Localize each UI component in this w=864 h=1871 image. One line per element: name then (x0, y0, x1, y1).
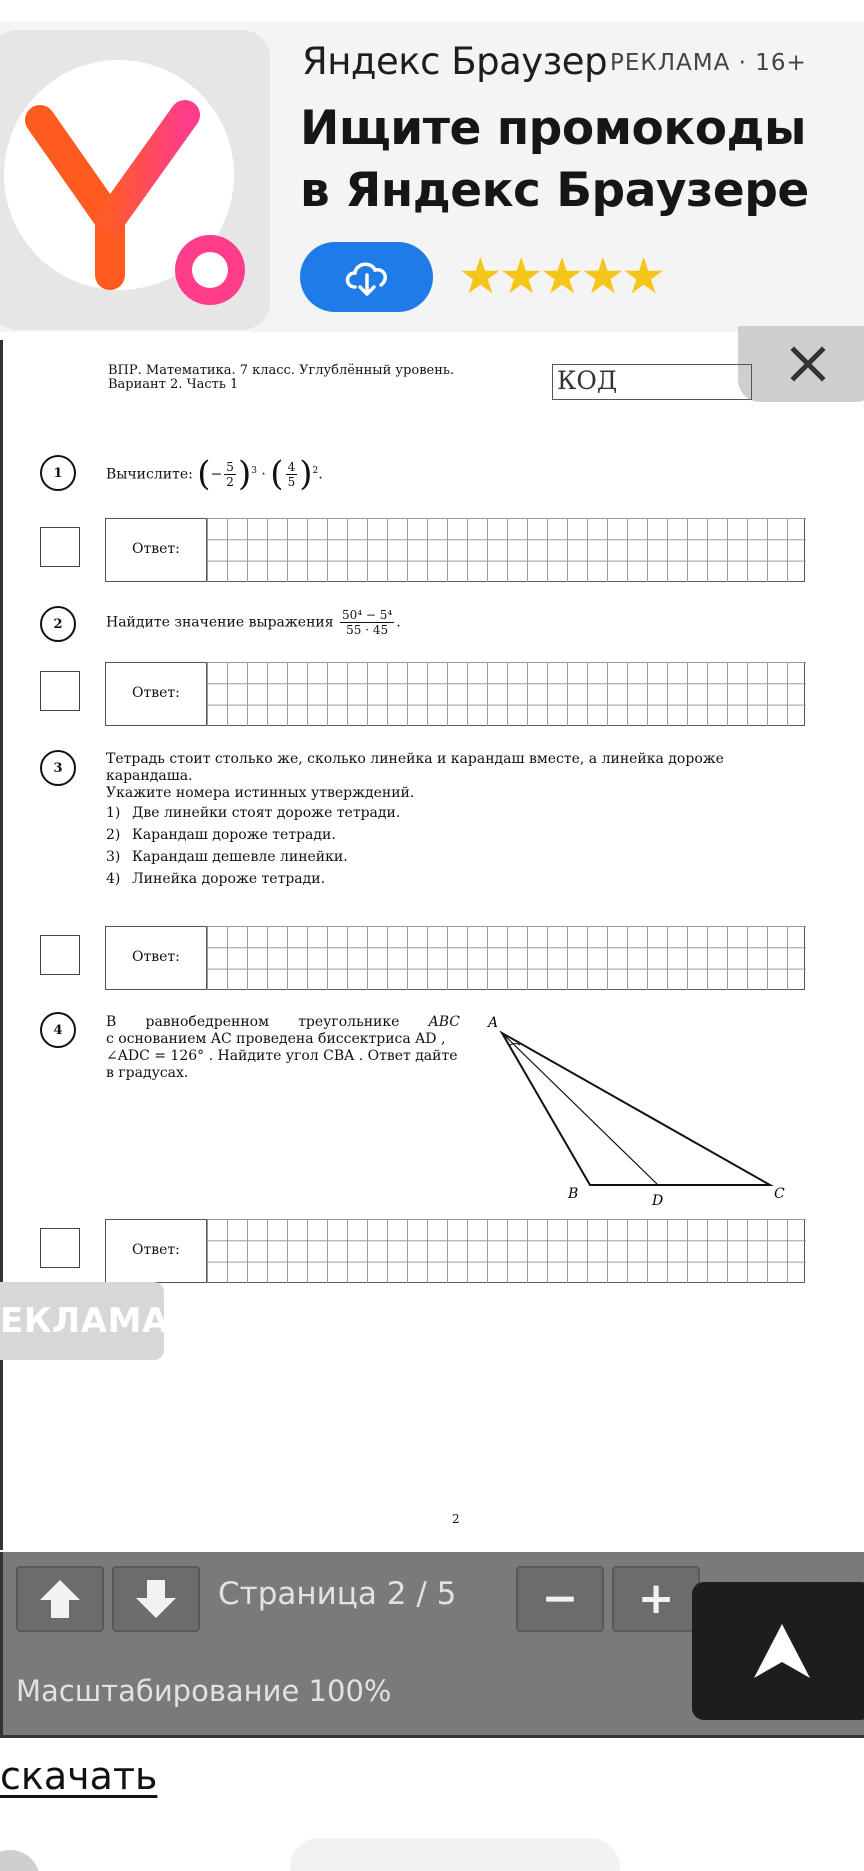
task-2-text: Найдите значение выражения $\frac{\text{50⁴ − 5⁴}}{55 \cdot 45}$ . (106, 608, 401, 637)
ad-banner[interactable] (0, 0, 864, 340)
answer-label: Ответ: (132, 685, 180, 701)
task-1-text: Вычислите: (− $\frac{5}{2}$ )$^3$ · ( $\frac{4}{5}$ )$^2$. (106, 454, 323, 494)
answer-label: Ответ: (132, 949, 180, 965)
triangle-diagram (480, 1005, 800, 1215)
minus-icon: − (541, 1573, 579, 1624)
task-3-text (106, 751, 806, 802)
option-3-number: 3) (106, 849, 121, 865)
task-4-word: треугольнике (298, 1014, 400, 1030)
task-2-fraction (340, 608, 394, 637)
option-1 (106, 802, 400, 824)
task-4-text-line-3: ∠ADC = 126° . Найдите угол CBA . Ответ дайте (106, 1048, 458, 1064)
option-4 (106, 868, 400, 890)
task-4-number: 4 (40, 1012, 76, 1048)
zoom-indicator: Масштабирование 100% (16, 1674, 392, 1708)
task-1-answer-box[interactable] (105, 518, 805, 582)
fraction-2-denominator: 5 (287, 475, 296, 489)
ad-download-button[interactable] (300, 242, 433, 312)
ad-headline (300, 98, 809, 222)
ad-rating-stars: ★★★★★ (458, 247, 663, 305)
fraction-1-numerator: 5 (226, 460, 234, 474)
ad-headline-line-1: Ищите промокоды (300, 101, 806, 156)
paren-close: ) (237, 454, 252, 494)
option-3-text: Карандаш дешевле линейки. (132, 849, 348, 865)
kod-field: КОД (552, 364, 752, 400)
page-indicator: Страница 2 / 5 (218, 1576, 457, 1612)
answer-label: Ответ: (132, 541, 180, 557)
ad-label-badge[interactable]: ЕКЛАМА (0, 1282, 164, 1360)
cloud-download-icon (341, 257, 393, 297)
yandex-browser-logo-icon (10, 70, 260, 320)
task-2-fraction-numerator: 50⁴ − 5⁴ (342, 608, 393, 622)
bottom-pill (290, 1838, 620, 1871)
arrow-up-icon (37, 1577, 83, 1621)
task-3-options (106, 802, 400, 890)
document-header-line-2: Вариант 2. Часть 1 (108, 377, 239, 392)
task-4-word: В (106, 1014, 117, 1030)
task-4-check-box[interactable] (40, 1228, 80, 1268)
task-2-prompt: Найдите значение выражения (106, 614, 334, 631)
option-2-text: Карандаш дороже тетради. (132, 827, 336, 843)
close-ad-button[interactable] (738, 326, 864, 402)
task-1-check-box[interactable] (40, 527, 80, 567)
task-4-word: ABC (428, 1014, 460, 1030)
point-label-d: D (652, 1193, 664, 1209)
vertex-label-c: C (774, 1186, 785, 1202)
minus-sign: − (210, 466, 223, 483)
multiply-sign: · (261, 466, 266, 483)
paren-open: ( (270, 454, 284, 494)
task-3-text-line-1: Тетрадь стоит столько же, сколько линейка и карандаш вместе, а линейка дороже карандаша. (106, 751, 724, 784)
page-number: 2 (452, 1512, 460, 1526)
paren-close: ) (299, 454, 313, 494)
option-3 (106, 846, 400, 868)
zoom-in-button[interactable] (612, 1566, 700, 1632)
task-3-check-box[interactable] (40, 935, 80, 975)
power-2: 2 (312, 465, 319, 476)
angle-mark (510, 1044, 520, 1046)
chevron-up-icon (752, 1622, 812, 1680)
task-2-check-box[interactable] (40, 671, 80, 711)
option-1-number: 1) (106, 805, 121, 821)
previous-page-button[interactable] (16, 1566, 104, 1632)
document-header (108, 364, 454, 392)
next-page-button[interactable] (112, 1566, 200, 1632)
answer-label: Ответ: (132, 1242, 180, 1258)
task-3-number: 3 (40, 750, 76, 786)
arrow-down-icon (133, 1577, 179, 1621)
plus-icon: + (637, 1573, 675, 1624)
ad-headline-line-2: в Яндекс Браузере (300, 163, 809, 218)
vertex-label-b: B (568, 1186, 579, 1202)
power-1: 3 (251, 465, 257, 476)
zoom-out-button[interactable] (516, 1566, 604, 1632)
answer-grid[interactable] (206, 662, 806, 726)
task-2-number: 2 (40, 606, 76, 642)
option-2 (106, 824, 400, 846)
option-4-text: Линейка дороже тетради. (132, 871, 326, 887)
paren-open: ( (197, 454, 211, 494)
task-3-answer-box[interactable] (105, 926, 805, 990)
ad-brand-name: Яндекс Браузер (302, 40, 608, 83)
close-icon (786, 342, 830, 386)
option-2-number: 2) (106, 827, 121, 843)
task-2-answer-box[interactable] (105, 662, 805, 726)
bottom-avatar (0, 1850, 40, 1871)
task-1-number: 1 (40, 455, 76, 491)
task-4-text-line-2: с основанием AC проведена биссектриса AD , (106, 1031, 446, 1047)
answer-grid[interactable] (206, 1219, 806, 1283)
task-4-word: равнобедренном (145, 1014, 269, 1030)
task-4-text (106, 1014, 460, 1082)
fraction-1-denominator: 2 (226, 475, 234, 489)
task-4-text-line-4: в градусах. (106, 1065, 189, 1081)
vertex-label-a: A (488, 1015, 499, 1031)
answer-grid[interactable] (206, 926, 806, 990)
fraction-2 (286, 460, 298, 489)
task-2-fraction-denominator: 55 · 45 (346, 623, 389, 637)
ad-meta-label: РЕКЛАМА · 16+ (610, 50, 807, 76)
task-4-text-line-1 (106, 1014, 460, 1031)
fraction-1 (224, 460, 236, 489)
task-4-answer-box[interactable] (105, 1219, 805, 1283)
download-link[interactable]: скачать (0, 1754, 158, 1798)
answer-grid[interactable] (206, 518, 806, 582)
task-3-text-line-2: Укажите номера истинных утверждений. (106, 785, 415, 801)
document-header-line-1: ВПР. Математика. 7 класс. Углублённый уровень. (108, 363, 455, 378)
fraction-2-numerator: 4 (287, 460, 296, 474)
option-1-text: Две линейки стоят дороже тетради. (132, 805, 401, 821)
scroll-to-top-button[interactable] (692, 1582, 864, 1720)
option-4-number: 4) (106, 871, 121, 887)
task-1-prompt: Вычислите: (106, 466, 193, 483)
triangle-abc (502, 1033, 770, 1185)
